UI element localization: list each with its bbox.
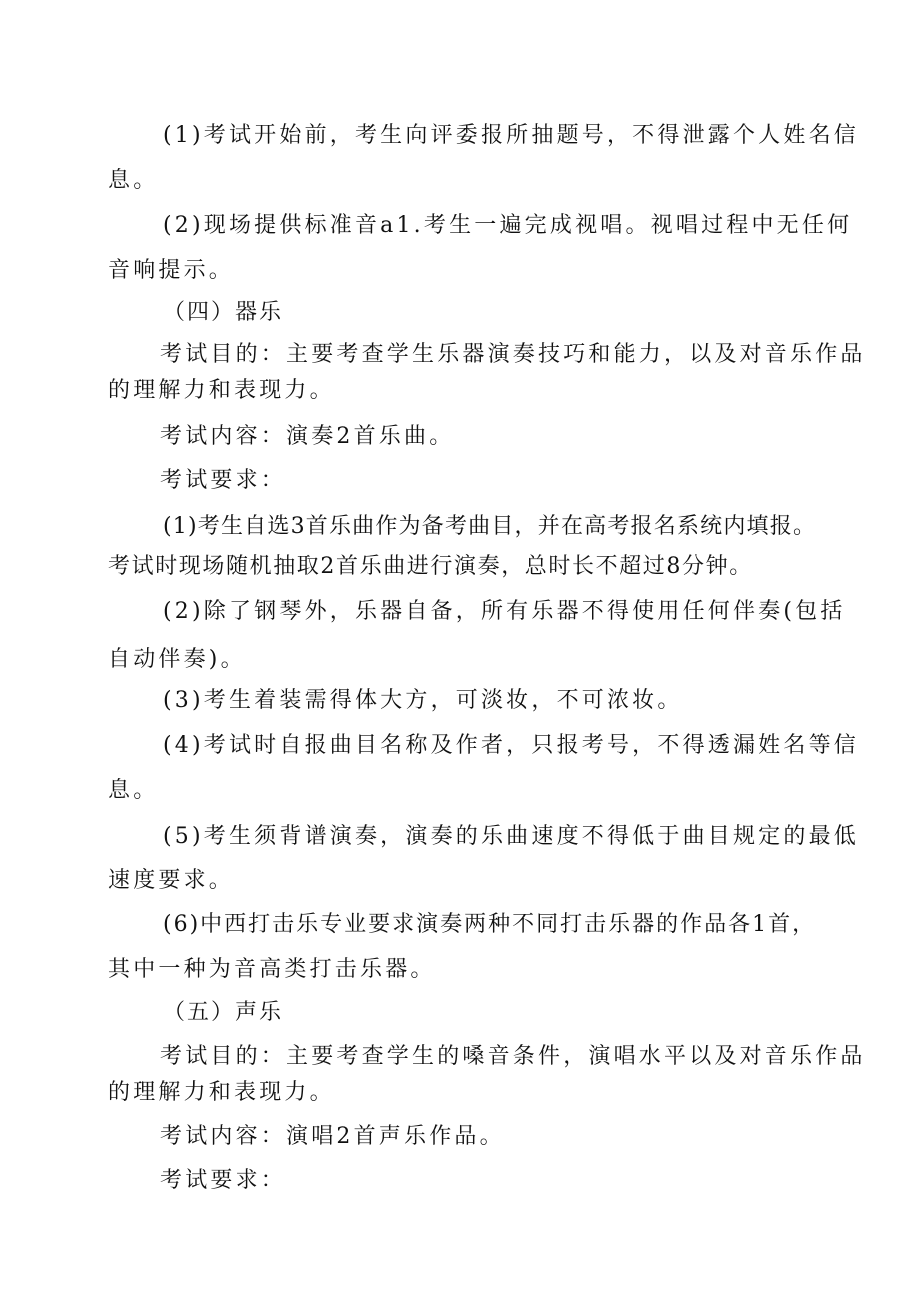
exam-purpose: 考试目的：主要考查学生的嗓音条件，演唱水平以及对音乐作品 xyxy=(160,1044,866,1069)
section-heading-instrumental: （四）器乐 xyxy=(163,300,284,325)
rule-line: (2)现场提供标准音a1.考生一遍完成视唱。视唱过程中无任何 xyxy=(163,213,853,238)
rule-line: 息。 xyxy=(108,168,159,193)
rule-line: 音响提示。 xyxy=(108,258,235,283)
rule-line: 速度要求。 xyxy=(108,868,235,893)
section-heading-vocal: （五）声乐 xyxy=(163,1000,284,1025)
exam-requirements-label: 考试要求： xyxy=(160,1168,287,1193)
rule-line: (4)考试时自报曲目名称及作者，只报考号，不得透漏姓名等信 xyxy=(163,733,859,758)
rule-line: (6)中西打击乐专业要求演奏两种不同打击乐器的作品各1首， xyxy=(163,912,817,937)
rule-line: (5)考生须背谱演奏，演奏的乐曲速度不得低于曲目规定的最低 xyxy=(163,824,859,849)
exam-purpose-cont: 的理解力和表现力。 xyxy=(108,1080,335,1105)
rule-line: (2)除了钢琴外，乐器自备，所有乐器不得使用任何伴奏(包括 xyxy=(163,599,846,624)
exam-requirements-label: 考试要求： xyxy=(160,468,287,493)
exam-content: 考试内容：演奏2首乐曲。 xyxy=(160,424,455,449)
rule-line: 自动伴奏)。 xyxy=(108,647,246,672)
rule-line: (1)考试开始前，考生向评委报所抽题号，不得泄露个人姓名信 xyxy=(163,123,859,148)
rule-line: 考试时现场随机抽取2首乐曲进行演奏，总时长不超过8分钟。 xyxy=(108,554,753,579)
rule-line: 其中一种为音高类打击乐器。 xyxy=(108,957,436,982)
exam-purpose: 考试目的：主要考查学生乐器演奏技巧和能力，以及对音乐作品 xyxy=(160,342,866,367)
exam-content: 考试内容：演唱2首声乐作品。 xyxy=(160,1124,505,1149)
exam-purpose-cont: 的理解力和表现力。 xyxy=(108,378,335,403)
rule-line: (3)考生着装需得体大方，可淡妆，不可浓妆。 xyxy=(163,688,683,713)
rule-line: (1)考生自选3首乐曲作为备考曲目，并在高考报名系统内填报。 xyxy=(163,514,817,539)
rule-line: 息。 xyxy=(108,778,159,803)
